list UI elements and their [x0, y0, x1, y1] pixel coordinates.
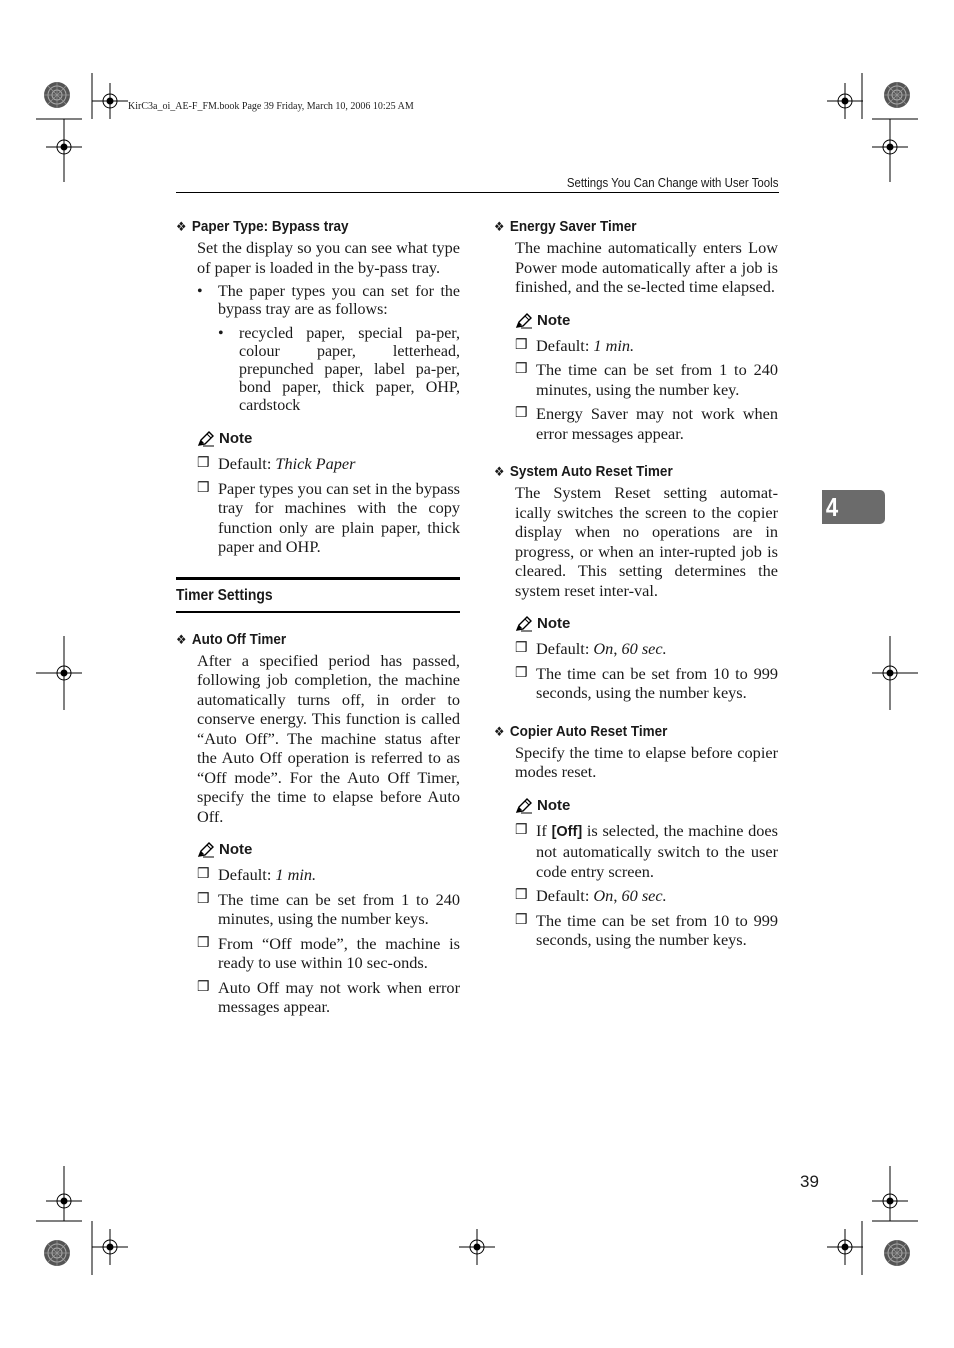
- off-key-label: [Off]: [551, 823, 583, 840]
- checkbox-icon: ❒: [197, 867, 210, 882]
- chapter-tab: 4: [822, 490, 885, 524]
- note-heading: Note: [494, 796, 778, 816]
- note-heading: Note: [494, 311, 778, 331]
- header-rule: [176, 192, 779, 193]
- note-item: ❒ Energy Saver may not work when error messages appear.: [515, 404, 778, 443]
- section-title: ❖ Paper Type: Bypass tray: [176, 216, 432, 238]
- note-heading: Note: [494, 614, 778, 634]
- checkbox-icon: ❒: [197, 935, 210, 951]
- section-title: ❖ Energy Saver Timer: [494, 216, 750, 238]
- section-paper-type: [176, 216, 460, 557]
- bullet-icon: •: [218, 325, 224, 342]
- note-item: ❒ Default: On, 60 sec.: [515, 639, 667, 658]
- pencil-note-icon: [515, 313, 533, 329]
- checkbox-icon: ❒: [515, 362, 528, 377]
- pencil-note-icon: [197, 431, 215, 447]
- note-item: ❒ Default: On, 60 sec.: [515, 886, 667, 905]
- page-number: 39: [800, 1172, 819, 1191]
- pencil-note-icon: [515, 798, 533, 814]
- note-item: ❒ The time can be set from 1 to 240 minutes, using the number key.: [515, 360, 778, 399]
- note-item: ❒ Default: Thick Paper: [197, 454, 356, 473]
- checkbox-icon: ❒: [515, 641, 528, 656]
- checkbox-icon: ❒: [515, 665, 528, 681]
- note-item: ❒ From “Off mode”, the machine is ready to use within 10 sec-onds.: [197, 933, 460, 972]
- checkbox-icon: ❒: [515, 406, 528, 421]
- checkbox-icon: ❒: [197, 480, 210, 496]
- pencil-note-icon: [197, 842, 215, 858]
- note-item: ❒ Paper types you can set in the bypass tray for machines with the copy function only are plain paper, thick paper and OHP.: [197, 478, 460, 556]
- note-heading: Note: [176, 840, 460, 860]
- checkbox-icon: ❒: [515, 888, 528, 903]
- checkbox-icon: ❒: [197, 891, 210, 907]
- note-heading: Note: [176, 429, 460, 449]
- diamond-bullet-icon: ❖: [176, 219, 187, 234]
- section-body: The System Reset setting automat-ically switches the screen to the copier display when no operations are in progress, or when an inter-rupted job is cleared. This setting determines the system reset inter-val.: [515, 483, 778, 600]
- section-body: Set the display so you can see what type of paper is loaded in the by-pass tray.: [197, 238, 460, 277]
- section-title: ❖ Auto Off Timer: [176, 629, 432, 651]
- checkbox-icon: ❒: [515, 912, 528, 928]
- left-column: [176, 216, 460, 1029]
- section-copier-reset: [494, 721, 778, 950]
- diamond-bullet-icon: ❖: [494, 219, 505, 234]
- section-body: Specify the time to elapse before copier modes reset.: [515, 742, 778, 781]
- checkbox-icon: ❒: [515, 337, 528, 353]
- section-auto-off: [176, 629, 460, 1017]
- note-item: ❒ Default: 1 min.: [515, 335, 635, 355]
- bullet-icon: •: [197, 283, 203, 300]
- running-head: Settings You Can Change with User Tools: [566, 175, 778, 190]
- diamond-bullet-icon: ❖: [494, 723, 505, 739]
- note-item: ❒ Default: 1 min.: [197, 865, 317, 884]
- section-title: ❖ Copier Auto Reset Timer: [494, 721, 750, 743]
- timer-settings-heading: Timer Settings: [176, 577, 460, 613]
- note-item: ❒ The time can be set from 10 to 999 seconds, using the number keys.: [515, 663, 778, 702]
- note-item: ❒ Auto Off may not work when error messages appear.: [197, 977, 460, 1016]
- note-item: ❒ If [Off] is selected, the machine does not automatically switch to the user code entry screen.: [515, 820, 778, 881]
- checkbox-icon: ❒: [515, 822, 528, 838]
- diamond-bullet-icon: ❖: [494, 464, 505, 479]
- right-column: [494, 216, 778, 962]
- list-item: • The paper types you can set for the bypass tray are as follows:: [197, 283, 460, 318]
- print-info: KirC3a_oi_AE-F_FM.book Page 39 Friday, March 10, 2006 10:25 AM: [128, 101, 414, 112]
- section-body: After a specified period has passed, following job completion, the machine automatically turns off, in order to conserve energy. This function is called “Auto Off”. The machine status after the Auto Off operation is referred to as “Off mode”. For the Auto Off Timer, specify the time to elapse before Auto Off.: [197, 650, 460, 826]
- diamond-bullet-icon: ❖: [176, 631, 187, 647]
- checkbox-icon: ❒: [197, 979, 210, 995]
- section-title: ❖ System Auto Reset Timer: [494, 461, 750, 483]
- section-body: The machine automatically enters Low Power mode automatically after a job is finished, and the se-lected time elapsed.: [515, 238, 778, 296]
- note-item: ❒ The time can be set from 10 to 999 seconds, using the number keys.: [515, 910, 778, 949]
- section-energy-saver: [494, 216, 778, 443]
- pencil-note-icon: [515, 616, 533, 632]
- note-item: ❒ The time can be set from 1 to 240 minutes, using the number keys.: [197, 889, 460, 928]
- list-item: • recycled paper, special pa-per, colour paper, letterhead, prepunched paper, label pa-per, bond paper, thick paper, OHP, cardstock: [218, 325, 460, 414]
- section-system-reset: [494, 461, 778, 703]
- checkbox-icon: ❒: [197, 456, 210, 471]
